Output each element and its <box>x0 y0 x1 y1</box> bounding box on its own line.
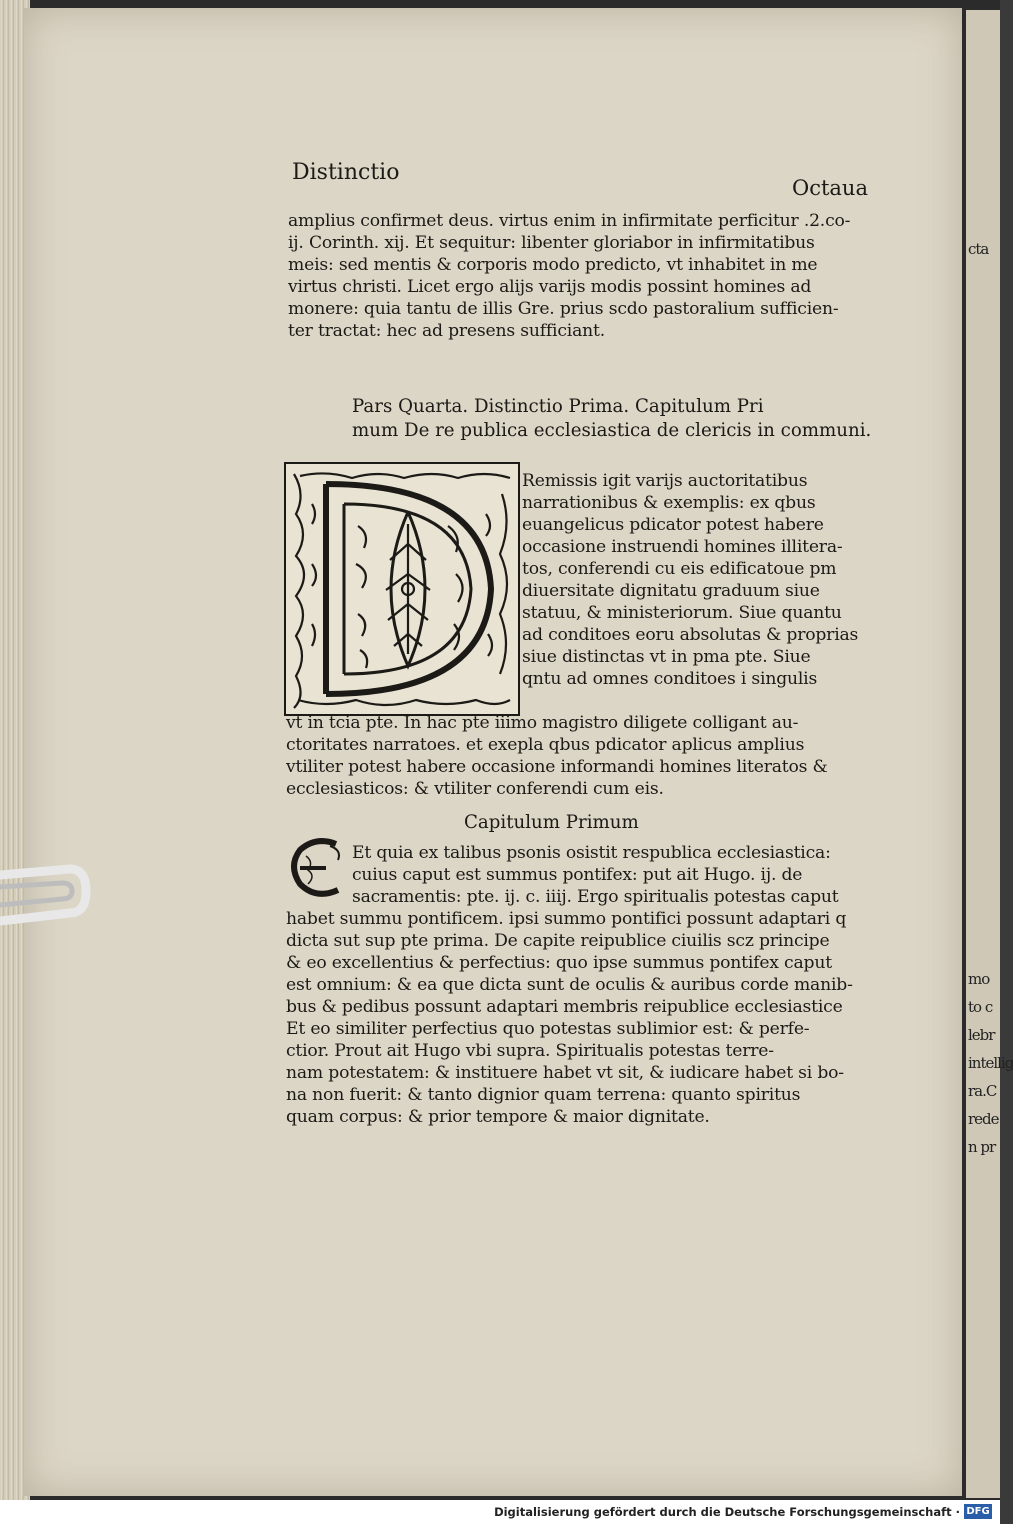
paper-clip-icon <box>0 855 90 941</box>
text-line: habet summu pontificem. ipsi summo pontifici possunt adaptari q <box>286 909 847 929</box>
adjacent-page-fragment: mo <box>968 970 990 988</box>
adjacent-page-fragment: n pr <box>968 1138 996 1156</box>
text-line: na non fuerit: & tanto dignior quam terrena: quanto spiritus <box>286 1085 801 1105</box>
text-line: amplius confirmet deus. virtus enim in infirmitate perficitur .2.co- <box>288 211 851 231</box>
text-line: Et quia ex talibus psonis osistit respublica ecclesiastica: <box>352 843 831 863</box>
adjacent-page-fragment: cta <box>968 240 989 258</box>
text-line: & eo excellentius & perfectius: quo ipse summus pontifex caput <box>286 953 832 973</box>
chapter-heading: Capitulum Primum <box>464 812 639 833</box>
adjacent-page-fragment: rede <box>968 1110 999 1128</box>
text-line: statuu, & ministeriorum. Siue quantu <box>522 603 842 623</box>
text-line: ter tractat: hec ad presens sufficiant. <box>288 321 605 341</box>
decorated-initial-d <box>284 462 520 716</box>
text-line: vtiliter potest habere occasione informandi homines literatos & <box>286 757 828 777</box>
dfg-logo: DFG <box>964 1504 992 1519</box>
text-line: nam potestatem: & instituere habet vt sit, & iudicare habet si bo- <box>286 1063 844 1083</box>
text-line: bus & pedibus possunt adaptari membris reipublice ecclesiastice <box>286 997 843 1017</box>
part-heading: Pars Quarta. Distinctio Prima. Capitulum Pri <box>352 396 764 417</box>
text-line: cuius caput est summus pontifex: put ait Hugo. ij. de <box>352 865 803 885</box>
text-line: Remissis igit varijs auctoritatibus <box>522 471 808 491</box>
running-head-right: Octaua <box>792 176 868 200</box>
text-line: siue distinctas vt in pma pte. Siue <box>522 647 811 667</box>
text-line: ctior. Prout ait Hugo vbi supra. Spiritualis potestas terre- <box>286 1041 774 1061</box>
adjacent-page-fragment: to c <box>968 998 993 1016</box>
text-line: occasione instruendi homines illitera- <box>522 537 843 557</box>
text-line: ecclesiasticos: & vtiliter conferendi cum eis. <box>286 779 664 799</box>
text-line: vt in tcia pte. In hac pte iiimo magistro diligete colligant au- <box>286 713 799 733</box>
text-line: meis: sed mentis & corporis modo predicto, vt inhabitet in me <box>288 255 818 275</box>
ornamental-initial-e-icon <box>286 836 348 900</box>
text-line: dicta sut sup pte prima. De capite reipublice ciuilis scz principe <box>286 931 830 951</box>
text-line: qntu ad omnes conditoes i singulis <box>522 669 818 689</box>
text-line: est omnium: & ea que dicta sunt de oculis & auribus corde manib- <box>286 975 853 995</box>
adjacent-page-fragment: ra.C <box>968 1082 997 1100</box>
text-line: narrationibus & exemplis: ex qbus <box>522 493 816 513</box>
text-line: quam corpus: & prior tempore & maior dignitate. <box>286 1107 710 1127</box>
foliage-ornament-icon <box>286 464 518 714</box>
text-line: monere: quia tantu de illis Gre. prius scdo pastoralium sufficien- <box>288 299 839 319</box>
funding-notice: Digitalisierung gefördert durch die Deutsche Forschungsgemeinschaft · <box>494 1505 960 1519</box>
adjacent-page-fragment: lebr <box>968 1026 995 1044</box>
adjacent-page-edge <box>966 10 1013 1498</box>
text-line: ij. Corinth. xij. Et sequitur: libenter gloriabor in infirmitatibus <box>288 233 815 253</box>
text-line: ctoritates narratoes. et exepla qbus pdicator aplicus amplius <box>286 735 805 755</box>
text-line: euangelicus pdicator potest habere <box>522 515 824 535</box>
part-heading: mum De re publica ecclesiastica de clericis in communi. <box>352 420 872 441</box>
running-head-left: Distinctio <box>292 160 400 185</box>
text-line: Et eo similiter perfectius quo potestas sublimior est: & perfe- <box>286 1019 810 1039</box>
text-line: virtus christi. Licet ergo alijs varijs modis possint homines ad <box>288 277 812 297</box>
digitization-footer <box>0 1500 1000 1524</box>
text-line: tos, conferendi cu eis edificatoue pm <box>522 559 837 579</box>
text-line: sacramentis: pte. ij. c. iiij. Ergo spiritualis potestas caput <box>352 887 839 907</box>
adjacent-page-fragment: intellig <box>968 1054 1013 1072</box>
text-line: diuersitate dignitatu graduum siue <box>522 581 820 601</box>
text-line: ad conditoes eoru absolutas & proprias <box>522 625 859 645</box>
